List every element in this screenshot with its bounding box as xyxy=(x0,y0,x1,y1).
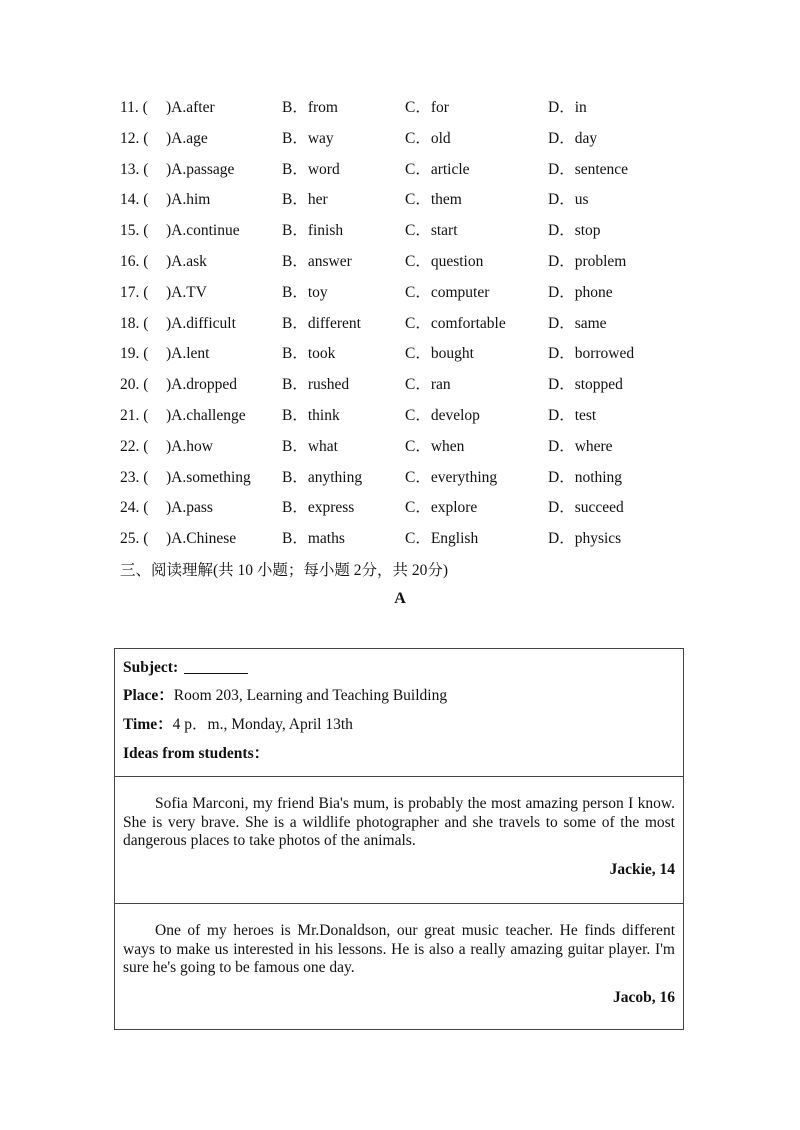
time-label: Time： xyxy=(123,716,173,733)
option-a: )A.age xyxy=(166,129,208,147)
option-d: D．where xyxy=(548,437,613,455)
option-c: C．computer xyxy=(405,283,490,301)
idea-card xyxy=(115,777,683,904)
option-d: D．same xyxy=(548,314,607,332)
question-number: 18. ( xyxy=(120,314,149,332)
question-number: 12. ( xyxy=(120,129,149,147)
option-b: B．express xyxy=(282,499,355,517)
option-b: B．maths xyxy=(282,530,345,548)
option-b: B．what xyxy=(282,437,338,455)
place-value: Room 203, Learning and Teaching Building xyxy=(173,687,448,704)
option-a: )A.difficult xyxy=(166,314,236,332)
question-row xyxy=(120,127,720,158)
option-b: B．toy xyxy=(282,283,328,301)
option-d: D．succeed xyxy=(548,499,624,517)
idea-text: Sofia Marconi, my friend Bia's mum, is probably the most amazing person I know. She is very brave. She is a wildlife photographer and she travels to some of the most dangerous places to take photos of the animals. xyxy=(123,795,675,849)
question-row xyxy=(120,496,720,527)
option-b: B．word xyxy=(282,160,340,178)
question-number: 19. ( xyxy=(120,345,149,363)
option-a: )A.dropped xyxy=(166,376,238,394)
ideas-label: Ideas from students： xyxy=(123,745,270,762)
question-number: 14. ( xyxy=(120,191,149,209)
option-b: B．anything xyxy=(282,468,363,486)
option-b: B．answer xyxy=(282,252,352,270)
question-row xyxy=(120,281,720,312)
option-d: D．problem xyxy=(548,252,627,270)
question-row xyxy=(120,527,720,558)
option-c: C．article xyxy=(405,160,470,178)
option-b: B．took xyxy=(282,345,336,363)
idea-card xyxy=(115,904,683,1031)
question-number: 24. ( xyxy=(120,499,149,517)
question-number: 15. ( xyxy=(120,222,149,240)
question-row xyxy=(120,466,720,497)
option-c: C．everything xyxy=(405,468,498,486)
option-c: C．for xyxy=(405,99,449,116)
question-number: 16. ( xyxy=(120,252,149,270)
question-row xyxy=(120,342,720,373)
option-a: )A.lent xyxy=(166,345,210,363)
question-number: 11. ( xyxy=(120,99,148,116)
option-c: C．develop xyxy=(405,406,480,424)
option-b: B．rushed xyxy=(282,376,350,394)
idea-text: One of my heroes is Mr.Donaldson, our great music teacher. He finds different ways to make us interested in his lessons. He is also a really amazing guitar player. I'm sure he's going to be famous one day. xyxy=(123,922,675,976)
notice-info xyxy=(115,649,683,777)
question-number: 21. ( xyxy=(120,406,149,424)
notice-box xyxy=(114,648,684,1030)
option-a: )A.TV xyxy=(166,283,207,301)
subject-label: Subject: xyxy=(123,659,179,676)
option-a: )A.something xyxy=(166,468,251,486)
option-c: C．ran xyxy=(405,376,451,394)
option-c: C．old xyxy=(405,129,451,147)
option-b: B．her xyxy=(282,191,328,209)
question-number: 13. ( xyxy=(120,160,149,178)
idea-signature: Jacob, 16 xyxy=(613,989,675,1006)
option-d: D．us xyxy=(548,191,589,209)
option-c: C．when xyxy=(405,437,465,455)
option-a: )A.after xyxy=(166,99,215,116)
subject-line xyxy=(123,657,675,686)
question-row xyxy=(120,219,720,250)
option-b: B．finish xyxy=(282,222,344,240)
option-c: C．English xyxy=(405,530,479,548)
question-row xyxy=(120,435,720,466)
question-list xyxy=(120,96,720,558)
question-row xyxy=(120,250,720,281)
option-b: B．from xyxy=(282,99,338,116)
time-value: 4 p．m., Monday, April 13th xyxy=(172,716,353,733)
option-d: D．sentence xyxy=(548,160,629,178)
question-row xyxy=(120,373,720,404)
question-row xyxy=(120,188,720,219)
passage-letter: A xyxy=(394,590,406,607)
question-row xyxy=(120,96,720,127)
option-c: C．them xyxy=(405,191,462,209)
option-a: )A.Chinese xyxy=(166,530,237,548)
question-row xyxy=(120,404,720,435)
option-a: )A.him xyxy=(166,191,211,209)
section-header: 三、阅读理解(共 10 小题；每小题 2分，共 20分) xyxy=(120,562,449,579)
question-row xyxy=(120,158,720,189)
option-d: D．day xyxy=(548,129,598,147)
place-line xyxy=(123,686,675,715)
option-c: C．explore xyxy=(405,499,478,517)
option-a: )A.ask xyxy=(166,252,207,270)
option-b: B．different xyxy=(282,314,361,332)
question-row xyxy=(120,312,720,343)
option-c: C．start xyxy=(405,222,458,240)
option-d: D．borrowed xyxy=(548,345,635,363)
ideas-line xyxy=(123,744,675,773)
time-line xyxy=(123,715,675,744)
question-number: 20. ( xyxy=(120,376,149,394)
option-d: D．in xyxy=(548,99,587,116)
option-b: B．way xyxy=(282,129,334,147)
idea-signature: Jackie, 14 xyxy=(609,861,675,878)
option-d: D．stop xyxy=(548,222,601,240)
place-label: Place： xyxy=(123,687,174,704)
option-d: D．nothing xyxy=(548,468,623,486)
question-number: 17. ( xyxy=(120,283,149,301)
option-a: )A.passage xyxy=(166,160,235,178)
option-d: D．stopped xyxy=(548,376,623,394)
option-a: )A.challenge xyxy=(166,406,246,424)
option-a: )A.continue xyxy=(166,222,240,240)
option-a: )A.pass xyxy=(166,499,213,517)
option-c: C．comfortable xyxy=(405,314,506,332)
option-d: D．physics xyxy=(548,530,622,548)
option-a: )A.how xyxy=(166,437,213,455)
question-number: 22. ( xyxy=(120,437,149,455)
option-d: D．test xyxy=(548,406,597,424)
option-c: C．bought xyxy=(405,345,474,363)
option-c: C．question xyxy=(405,252,484,270)
question-number: 23. ( xyxy=(120,468,149,486)
question-number: 25. ( xyxy=(120,530,149,548)
subject-blank xyxy=(184,657,248,674)
option-d: D．phone xyxy=(548,283,613,301)
option-b: B．think xyxy=(282,406,340,424)
